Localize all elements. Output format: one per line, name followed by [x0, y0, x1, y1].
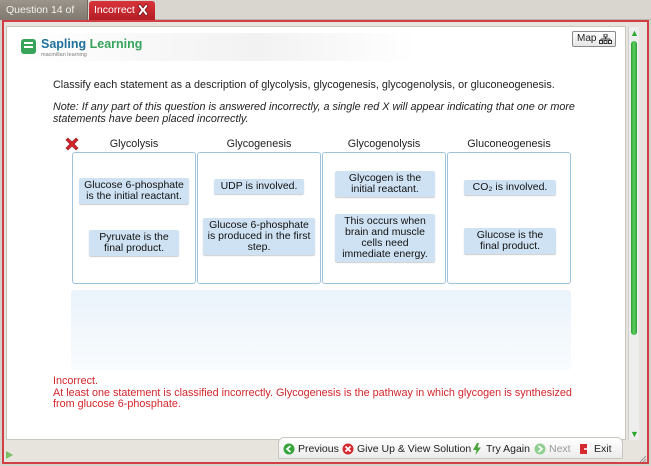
bin-gluconeogenesis[interactable] [447, 152, 571, 284]
statement-chip[interactable]: Glycogen is the initial reactant. [335, 171, 435, 197]
vertical-scrollbar[interactable] [628, 27, 639, 440]
previous-button[interactable] [283, 441, 339, 457]
feedback-body: At least one statement is classified incorrectly. Glycogenesis is the pathway in which glycogen is synthesized from glucose 6-phosphate. [53, 386, 572, 410]
previous-label: Previous [298, 443, 339, 455]
bin-title-glycolysis: Glycolysis [109, 138, 159, 150]
try-again-label: Try Again [486, 443, 530, 455]
next-label: Next [549, 443, 571, 455]
resize-grip-icon[interactable] [639, 455, 647, 463]
statement-chip[interactable]: Glucose is the final product. [464, 228, 556, 254]
statement-chip[interactable]: Pyruvate is the final product. [89, 230, 179, 256]
exit-button[interactable] [579, 441, 612, 457]
bottom-navigation [278, 437, 623, 459]
incorrect-status-tab[interactable] [89, 1, 155, 21]
give-up-label: Give Up & View Solution [357, 443, 472, 455]
statement-chip[interactable]: CO₂ is involved. [464, 180, 556, 195]
note-text: Note: If any part of this question is answered incorrectly, a single red X will appear indicating that one or more statements have been placed incorrectly. [53, 101, 575, 125]
question-content [6, 26, 626, 440]
bin-title-glycogenolysis: Glycogenolysis [347, 138, 421, 150]
sitemap-icon [599, 34, 612, 44]
instruction-text: Classify each statement as a description of glycolysis, glycogenesis, glycogenolysis, or gluconeogenesis. [53, 79, 555, 91]
exit-icon [579, 443, 591, 455]
statement-chip[interactable]: Glucose 6-phosphate is the initial reactant. [79, 178, 189, 204]
logo-brand [41, 37, 142, 51]
unplaced-items-area[interactable] [71, 290, 571, 370]
give-up-button[interactable] [342, 441, 471, 457]
try-again-button[interactable] [471, 441, 530, 457]
bin-glycolysis[interactable] [72, 152, 196, 284]
give-up-icon [342, 443, 354, 455]
sapling-logo [17, 33, 417, 61]
logo-brand-part1: Sapling [41, 37, 87, 51]
feedback-message [53, 376, 593, 411]
bin-title-glycogenesis: Glycogenesis [226, 138, 292, 150]
question-counter-tab[interactable]: Question 14 of [0, 0, 88, 20]
exit-label: Exit [594, 443, 612, 455]
statement-chip[interactable]: Glucose 6-phosphate is produced in the first step. [203, 218, 315, 255]
bin-title-gluconeogenesis: Gluconeogenesis [467, 138, 551, 150]
scroll-up-arrow-icon[interactable]: ▲ [630, 28, 639, 38]
statement-chip[interactable]: This occurs when brain and muscle cells need immediate energy. [335, 214, 435, 262]
play-icon[interactable] [6, 451, 13, 459]
logo-brand-part2: Learning [89, 37, 143, 51]
previous-icon [283, 443, 295, 455]
red-x-icon [136, 3, 150, 17]
scroll-thumb[interactable] [631, 41, 637, 335]
sapling-logo-icon [21, 39, 36, 54]
logo-subtitle: macmillan learning [41, 52, 87, 58]
statement-chip[interactable]: UDP is involved. [214, 179, 304, 194]
try-again-icon [471, 443, 483, 455]
next-icon [534, 443, 546, 455]
map-button[interactable] [572, 31, 616, 47]
feedback-heading: Incorrect. [53, 375, 99, 387]
bin-glycogenesis[interactable] [197, 152, 321, 284]
tab-bar [0, 0, 651, 20]
map-button-label: Map [577, 33, 597, 44]
next-button[interactable] [534, 441, 571, 457]
bin-glycogenolysis[interactable] [322, 152, 446, 284]
scroll-down-arrow-icon[interactable]: ▼ [630, 429, 639, 439]
incorrect-status-label: Incorrect [94, 4, 135, 16]
